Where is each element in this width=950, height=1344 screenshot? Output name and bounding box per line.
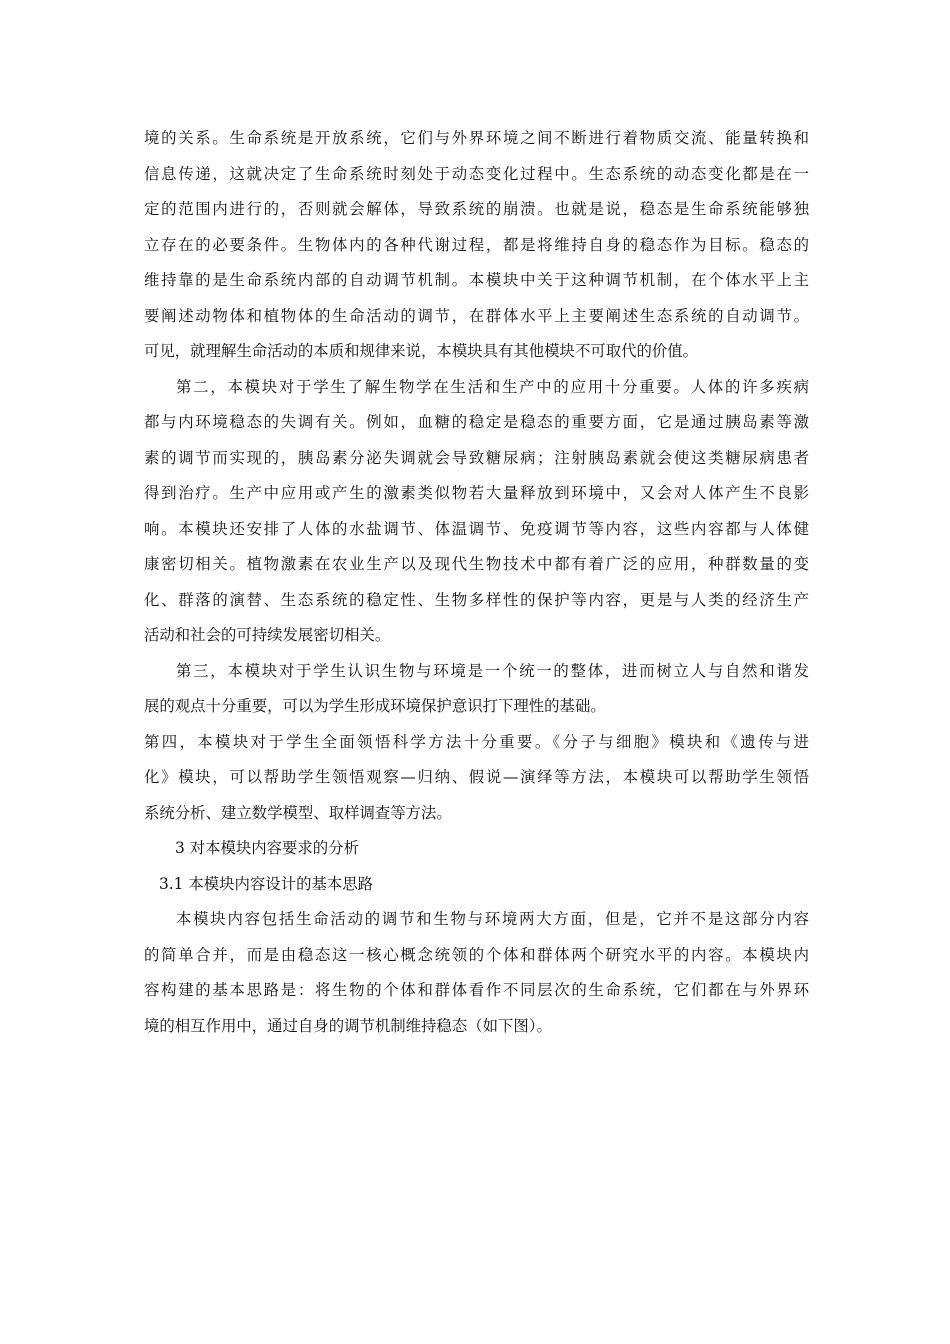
text-line: 系统分析、建立数学模型、取样调查等方法。 (144, 803, 452, 822)
text-line: 第二，本模块对于学生了解生物学在生活和生产中的应用十分重要。人体的许多疾病 (176, 377, 809, 396)
text-line: 得到治疗。生产中应用或产生的激素类似物若大量释放到环境中，又会对人体产生不良影 (144, 484, 809, 502)
text-line: 信息传递，这就决定了生命系统时刻处于动态变化过程中。生态系统的动态变化都是在一 (144, 164, 809, 183)
paragraph-3 (144, 654, 809, 725)
text-line: 第四，本模块对于学生全面领悟科学方法十分重要。《分子与细胞》模块和《遗传与进 (144, 732, 809, 751)
paragraph-1 (144, 121, 809, 370)
text-line: 容构建的基本思路是：将生物的个体和群体看作不同层次的生命系统，它们都在与外界环 (144, 981, 809, 999)
text-line: 可见，就理解生命活动的本质和规律来说，本模块具有其他模块不可取代的价值。 (144, 342, 699, 360)
text-line: 响。本模块还安排了人体的水盐调节、体温调节、免疫调节等内容，这些内容都与人体健 (144, 519, 809, 538)
text-line: 的简单合并，而是由稳态这一核心概念统领的个体和群体两个研究水平的内容。本模块内 (144, 945, 809, 964)
text-line: 定的范围内进行的，否则就会解体，导致系统的崩溃。也就是说，稳态是生命系统能够独 (144, 200, 809, 218)
text-line: 展的观点十分重要，可以为学生形成环境保护意识打下理性的基础。 (144, 697, 606, 715)
paragraph-2 (144, 370, 809, 654)
section-heading: 3 对本模块内容要求的分析 (175, 839, 359, 857)
text-line: 要阐述动物体和植物体的生命活动的调节，在群体水平上主要阐述生态系统的自动调节。 (144, 306, 809, 325)
text-line: 都与内环境稳态的失调有关。例如，血糖的稳定是稳态的重要方面，它是通过胰岛素等激 (144, 413, 809, 431)
text-line: 第三，本模块对于学生认识生物与环境是一个统一的整体，进而树立人与自然和谐发 (176, 661, 809, 680)
text-line: 活动和社会的可持续发展密切相关。 (144, 626, 391, 644)
text-line: 境的关系。生命系统是开放系统，它们与外界环境之间不断进行着物质交流、能量转换和 (144, 129, 809, 147)
text-line: 素的调节而实现的，胰岛素分泌失调就会导致糖尿病；注射胰岛素就会使这类糖尿病患者 (144, 448, 809, 467)
text-line: 本模块内容包括生命活动的调节和生物与环境两大方面，但是，它并不是这部分内容 (176, 910, 809, 928)
text-line: 立存在的必要条件。生物体内的各种代谢过程，都是将维持自身的稳态作为目标。稳态的 (144, 235, 809, 254)
paragraph-4 (144, 725, 809, 832)
text-line: 化、群落的演替、生态系统的稳定性、生物多样性的保护等内容，更是与人类的经济生产 (144, 590, 809, 609)
text-line: 康密切相关。植物激素在农业生产以及现代生物技术中都有着广泛的应用，种群数量的变 (144, 555, 809, 573)
text-line: 境的相互作用中，通过自身的调节机制维持稳态（如下图）。 (144, 1016, 552, 1035)
text-line: 维持靠的是生命系统内部的自动调节机制。本模块中关于这种调节机制，在个体水平上主 (144, 271, 809, 289)
subsection-heading: 3.1 本模块内容设计的基本思路 (159, 874, 374, 893)
text-line: 化》模块，可以帮助学生领悟观察—归纳、假说—演绎等方法，本模块可以帮助学生领悟 (144, 768, 809, 786)
paragraph-5 (144, 902, 809, 1044)
document-page (144, 121, 809, 1044)
